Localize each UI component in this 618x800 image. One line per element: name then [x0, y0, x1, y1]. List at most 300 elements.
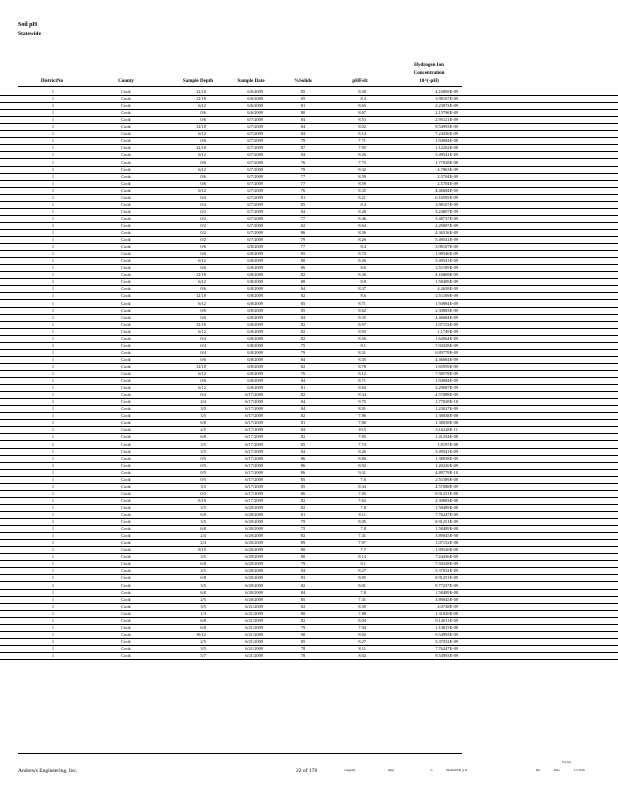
- cell-depth: 0/6: [200, 180, 206, 186]
- cell-county: Cook: [121, 145, 131, 151]
- cell-district: 1: [51, 378, 55, 384]
- cell-date: 6/8/2009: [247, 378, 263, 384]
- cell-depth: 0/6: [200, 314, 206, 320]
- cell-district: 1: [51, 385, 55, 391]
- cell-date: 6/21/2009: [245, 617, 263, 623]
- cell-date: 6/7/2009: [247, 159, 263, 165]
- cell-county: Cook: [121, 385, 131, 391]
- cell-hydrogen: 1.77828E-08: [435, 159, 458, 165]
- cell-county: Cook: [121, 371, 131, 376]
- cell-county: Cook: [121, 279, 131, 285]
- cell-date: 6/7/2009: [247, 201, 263, 207]
- cell-solids: 80: [300, 554, 306, 560]
- cell-district: 1: [51, 89, 55, 94]
- cell-depth: 12/18: [195, 96, 206, 102]
- cell-ph: 7.8: [360, 526, 366, 532]
- cell-county: Cook: [121, 293, 131, 299]
- footer-company: Andrews Engineering, Inc.: [18, 768, 78, 774]
- cell-district: 1: [51, 617, 55, 623]
- cell-county: Cook: [121, 589, 131, 595]
- cell-depth: 2/4: [200, 399, 206, 405]
- cell-ph: 7.85: [358, 434, 366, 440]
- cell-solids: 77: [300, 180, 306, 186]
- cell-district: 1: [51, 96, 55, 102]
- cell-date: 6/8/2009: [247, 300, 263, 306]
- cell-date: 6/20/2009: [245, 526, 263, 532]
- cell-ph: 7.95: [358, 145, 366, 151]
- cell-date: 6/7/2009: [247, 222, 263, 228]
- cell-ph: 8.34: [358, 483, 366, 489]
- cell-county: Cook: [121, 131, 131, 137]
- col-hydrogen-3: 10^(-pH): [419, 79, 439, 84]
- cell-county: Cook: [121, 526, 131, 532]
- cell-county: Cook: [121, 201, 131, 207]
- cell-solids: 85: [300, 300, 306, 306]
- cell-date: 6/20/2009: [245, 568, 263, 574]
- cell-solids: 82: [300, 413, 306, 419]
- cell-solids: 80: [300, 610, 306, 616]
- cell-date: 6/20/2009: [245, 561, 263, 567]
- cell-district: 1: [51, 519, 55, 525]
- cell-district: 1: [51, 476, 55, 482]
- cell-county: Cook: [121, 547, 131, 553]
- cell-depth: 0/6: [200, 244, 206, 250]
- cell-ph: 8.72: [358, 251, 366, 257]
- cell-date: 6/6/2009: [247, 103, 263, 109]
- cell-hydrogen: 4.7863E-09: [437, 166, 458, 172]
- cell-county: Cook: [121, 378, 131, 384]
- cell-depth: 0/4: [200, 349, 206, 355]
- cell-district: 1: [51, 399, 55, 405]
- cell-hydrogen: 2.29087E-09: [435, 385, 458, 391]
- cell-hydrogen: 1.99526E-08: [435, 547, 458, 553]
- cell-depth: 3/5: [200, 554, 206, 560]
- cell-depth: 0/5: [200, 469, 206, 475]
- cell-solids: 79: [300, 519, 306, 525]
- cell-county: Cook: [121, 251, 131, 257]
- col-depth: Sample Depth: [182, 79, 214, 84]
- cell-county: Cook: [121, 610, 131, 616]
- cell-county: Cook: [121, 483, 131, 489]
- cell-district: 1: [51, 314, 55, 320]
- cell-ph: 8.59: [358, 173, 366, 179]
- cell-depth: 2/4: [200, 533, 206, 539]
- cell-solids: 84: [300, 124, 306, 130]
- cell-solids: 82: [300, 321, 306, 327]
- cell-hydrogen: 4.46684E-09: [435, 187, 458, 193]
- cell-district: 1: [51, 173, 55, 179]
- cell-hydrogen: 4.2658E-09: [437, 286, 458, 292]
- cell-solids: 75: [300, 526, 306, 532]
- cell-date: 6/21/2009: [245, 638, 263, 644]
- cell-depth: 6/8: [200, 617, 206, 623]
- cell-district: 1: [51, 356, 55, 362]
- header-rule: [18, 86, 462, 87]
- cell-solids: 80: [300, 110, 306, 116]
- cell-solids: 85: [300, 251, 306, 257]
- cell-district: 1: [51, 497, 55, 503]
- cell-depth: 0/6: [200, 117, 206, 123]
- cell-hydrogen: 5.49541E-09: [435, 237, 458, 243]
- cell-hydrogen: 5.49541E-09: [435, 448, 458, 454]
- cell-depth: 6/12: [198, 103, 206, 109]
- cell-solids: 75: [300, 342, 306, 348]
- cell-date: 6/20/2009: [245, 575, 263, 581]
- cell-depth: 10/12: [195, 631, 206, 637]
- cell-hydrogen: 1.94984E-09: [435, 378, 458, 384]
- cell-district: 1: [51, 540, 55, 546]
- cell-depth: 2/5: [200, 427, 206, 433]
- cell-hydrogen: 3.46737E-09: [435, 215, 458, 221]
- cell-solids: 85: [300, 596, 306, 602]
- cell-date: 6/17/2009: [245, 427, 263, 433]
- cell-solids: 81: [300, 512, 306, 517]
- cell-district: 1: [51, 448, 55, 454]
- cell-date: 6/8/2009: [247, 349, 263, 355]
- cell-hydrogen: 1.38038E-09: [435, 455, 458, 461]
- cell-date: 6/17/2009: [245, 399, 263, 405]
- cell-ph: 8.05: [358, 519, 366, 525]
- cell-date: 6/7/2009: [247, 138, 263, 144]
- cell-ph: 8.36: [358, 230, 366, 235]
- cell-date: 6/20/2009: [245, 547, 263, 553]
- cell-solids: 84: [300, 314, 306, 320]
- cell-ph: 7.74: [358, 441, 366, 447]
- cell-county: Cook: [121, 406, 131, 412]
- cell-ph: 8.97: [358, 321, 366, 327]
- cell-solids: 86: [300, 265, 306, 271]
- cell-date: 6/20/2009: [245, 512, 263, 517]
- cell-hydrogen: 1.94984E-08: [435, 138, 458, 144]
- cell-ph: 8.35: [358, 356, 366, 362]
- cell-date: 6/7/2009: [247, 194, 263, 200]
- cell-county: Cook: [121, 258, 131, 264]
- cell-date: 6/17/2009: [245, 392, 263, 398]
- cell-district: 1: [51, 265, 55, 271]
- cell-hydrogen: 4.89779E-10: [435, 469, 458, 475]
- cell-hydrogen: 2.5704E-09: [437, 180, 458, 186]
- cell-solids: 76: [300, 371, 306, 376]
- cell-date: 6/17/2009: [245, 455, 263, 461]
- cell-date: 6/6/2009: [247, 110, 263, 116]
- cell-solids: 77: [300, 244, 306, 250]
- cell-ph: 8.38: [358, 89, 366, 94]
- cell-county: Cook: [121, 187, 131, 193]
- cell-depth: 12/18: [195, 321, 206, 327]
- cell-hydrogen: 1.58489E-09: [435, 279, 458, 285]
- cell-county: Cook: [121, 314, 131, 320]
- cell-depth: 0/2: [200, 237, 206, 243]
- cell-solids: 84: [300, 568, 306, 574]
- cell-district: 1: [51, 180, 55, 186]
- footer-note-3: to: [430, 768, 433, 772]
- cell-ph: 8.11: [358, 645, 366, 651]
- footer-note-4: fhtxlrt003\l0_p.bt: [446, 768, 468, 772]
- cell-hydrogen: 7.24436E-09: [435, 131, 458, 137]
- cell-depth: 0/6: [200, 138, 206, 144]
- cell-ph: 8.11: [358, 512, 366, 517]
- cell-county: Cook: [121, 237, 131, 243]
- cell-district: 1: [51, 117, 55, 123]
- cell-district: 1: [51, 624, 55, 630]
- cell-date: 6/21/2009: [245, 653, 263, 658]
- cell-solids: 84: [300, 399, 306, 405]
- cell-depth: 6/8: [200, 420, 206, 426]
- cell-date: 6/21/2009: [245, 610, 263, 616]
- cell-depth: 6/8: [200, 575, 206, 581]
- col-hydrogen-1: Hydrogen Ion: [414, 63, 444, 68]
- cell-date: 6/8/2009: [247, 307, 263, 313]
- cell-depth: 0/5: [200, 455, 206, 461]
- table-row: [0, 652, 618, 660]
- cell-hydrogen: 1.07152E-08: [435, 540, 458, 546]
- cell-county: Cook: [121, 392, 131, 398]
- cell-county: Cook: [121, 596, 131, 602]
- cell-date: 6/8/2009: [247, 265, 263, 271]
- cell-hydrogen: 1.64564E-09: [435, 335, 458, 341]
- cell-county: Cook: [121, 96, 131, 102]
- cell-district: 1: [51, 237, 55, 243]
- cell-hydrogen: 3.89045E-08: [435, 533, 458, 539]
- cell-hydrogen: 4.46684E-09: [435, 356, 458, 362]
- cell-depth: 0/6: [200, 378, 206, 384]
- cell-ph: 8.35: [358, 187, 366, 193]
- cell-depth: 0/2: [200, 230, 206, 235]
- cell-depth: 3/5: [200, 406, 206, 412]
- footer-note-1: a legends: [344, 768, 356, 772]
- cell-solids: 83: [300, 575, 306, 581]
- cell-depth: 3/5: [200, 519, 206, 525]
- cell-solids: 82: [300, 272, 306, 278]
- col-hydrogen-2: Concentration: [413, 71, 445, 76]
- cell-solids: 85: [300, 638, 306, 644]
- cell-district: 1: [51, 455, 55, 461]
- cell-date: 6/17/2009: [245, 441, 263, 447]
- cell-ph: 8.28: [358, 208, 366, 214]
- cell-county: Cook: [121, 399, 131, 405]
- cell-solids: 85: [300, 89, 306, 94]
- cell-date: 6/8/2009: [247, 279, 263, 285]
- cell-county: Cook: [121, 230, 131, 235]
- cell-county: Cook: [121, 519, 131, 525]
- cell-district: 1: [51, 166, 55, 172]
- cell-hydrogen: 7.76247E-09: [435, 645, 458, 651]
- cell-county: Cook: [121, 448, 131, 454]
- cell-depth: 6/8: [200, 526, 206, 532]
- cell-solids: 82: [300, 582, 306, 588]
- cell-depth: 3/5: [200, 413, 206, 419]
- cell-hydrogen: 1.31826E-08: [435, 610, 458, 616]
- table-bottom-rule: [18, 753, 462, 754]
- cell-date: 6/21/2009: [245, 645, 263, 651]
- cell-district: 1: [51, 321, 55, 327]
- cell-district: 1: [51, 490, 55, 496]
- cell-solids: 84: [300, 152, 306, 158]
- cell-ph: 8.14: [358, 554, 366, 560]
- cell-county: Cook: [121, 568, 131, 574]
- cell-hydrogen: 3.98107E-09: [435, 201, 458, 207]
- cell-depth: 0/6: [200, 356, 206, 362]
- cell-depth: 0/6: [200, 159, 206, 165]
- cell-hydrogen: 4.16869E-09: [435, 272, 458, 278]
- cell-solids: 85: [300, 441, 306, 447]
- cell-date: 6/7/2009: [247, 166, 263, 172]
- cell-county: Cook: [121, 215, 131, 221]
- cell-hydrogen: 4.36516E-09: [435, 230, 458, 235]
- cell-hydrogen: 5.37032E-09: [435, 568, 458, 574]
- cell-depth: 0/5: [200, 476, 206, 482]
- cell-date: 6/8/2009: [247, 342, 263, 348]
- cell-depth: 0/6: [200, 307, 206, 313]
- cell-ph: 7.8: [360, 589, 366, 595]
- cell-county: Cook: [121, 194, 131, 200]
- cell-county: Cook: [121, 561, 131, 567]
- cell-date: 6/21/2009: [245, 603, 263, 609]
- cell-county: Cook: [121, 244, 131, 250]
- cell-hydrogen: 6.89779E-09: [435, 349, 458, 355]
- cell-county: Cook: [121, 624, 131, 630]
- cell-solids: 79: [300, 237, 306, 243]
- cell-ph: 10.5: [358, 427, 366, 433]
- cell-hydrogen: 2.39883E-09: [435, 307, 458, 313]
- cell-county: Cook: [121, 554, 131, 560]
- cell-solids: 82: [300, 335, 306, 341]
- cell-date: 6/17/2009: [245, 497, 263, 503]
- cell-hydrogen: 1.23027E-09: [435, 406, 458, 412]
- cell-depth: 6/12: [198, 385, 206, 391]
- cell-county: Cook: [121, 441, 131, 447]
- cell-district: 1: [51, 441, 55, 447]
- cell-solids: 84: [300, 131, 306, 137]
- cell-date: 6/8/2009: [247, 293, 263, 299]
- cell-district: 1: [51, 371, 55, 376]
- cell-hydrogen: 1.58489E-08: [435, 589, 458, 595]
- cell-ph: 8.32: [358, 166, 366, 172]
- cell-depth: 0/4: [200, 194, 206, 200]
- cell-date: 6/17/2009: [245, 434, 263, 440]
- cell-date: 6/17/2009: [245, 483, 263, 489]
- cell-hydrogen: 5.24807E-09: [435, 208, 458, 214]
- cell-ph: 8.04: [358, 617, 366, 623]
- cell-solids: 84: [300, 427, 306, 433]
- cell-county: Cook: [121, 124, 131, 130]
- cell-depth: 6/12: [198, 300, 206, 306]
- cell-district: 1: [51, 230, 55, 235]
- cell-depth: 3/5: [200, 582, 206, 588]
- cell-solids: 86: [300, 455, 306, 461]
- cell-date: 6/7/2009: [247, 152, 263, 158]
- cell-date: 6/8/2009: [247, 314, 263, 320]
- cell-date: 6/17/2009: [245, 420, 263, 426]
- cell-depth: 3/5: [200, 645, 206, 651]
- cell-depth: 6/8: [200, 512, 206, 517]
- footer-corner: f3 p kw: [562, 760, 572, 764]
- cell-district: 1: [51, 512, 55, 517]
- cell-date: 6/20/2009: [245, 596, 263, 602]
- cell-depth: 6/12: [198, 187, 206, 193]
- cell-solids: 88: [300, 279, 306, 285]
- cell-ph: 8.78: [358, 363, 366, 369]
- cell-solids: 84: [300, 286, 306, 292]
- cell-date: 6/7/2009: [247, 117, 263, 123]
- cell-district: 1: [51, 279, 55, 285]
- cell-ph: 8.92: [358, 462, 366, 468]
- cell-hydrogen: 7.76247E-09: [435, 512, 458, 517]
- cell-depth: 8/10: [198, 497, 206, 503]
- cell-hydrogen: 7.94328E-09: [435, 561, 458, 567]
- cell-date: 6/17/2009: [245, 406, 263, 412]
- cell-depth: 3/5: [200, 568, 206, 574]
- cell-ph: 8.86: [358, 455, 366, 461]
- cell-county: Cook: [121, 166, 131, 172]
- cell-hydrogen: 3.98107E-09: [435, 244, 458, 250]
- cell-ph: 8.39: [358, 603, 366, 609]
- cell-solids: 76: [300, 187, 306, 193]
- col-date: Sample Date: [237, 79, 265, 84]
- cell-solids: 82: [300, 328, 306, 334]
- cell-depth: 12/18: [195, 89, 206, 94]
- cell-district: 1: [51, 138, 55, 144]
- cell-depth: 6/8: [200, 624, 206, 630]
- cell-date: 6/6/2009: [247, 89, 263, 94]
- cell-ph: 8.4: [360, 244, 366, 250]
- cell-solids: 81: [300, 420, 306, 426]
- cell-district: 1: [51, 152, 55, 158]
- cell-date: 6/8/2009: [247, 385, 263, 391]
- cell-county: Cook: [121, 638, 131, 644]
- cell-hydrogen: 4.0738E-09: [437, 603, 458, 609]
- cell-date: 6/20/2009: [245, 504, 263, 510]
- cell-solids: 77: [300, 215, 306, 221]
- cell-solids: 87: [300, 145, 306, 151]
- cell-solids: 82: [300, 617, 306, 623]
- cell-hydrogen: 1.77828E-10: [435, 399, 458, 405]
- cell-date: 6/8/2009: [247, 286, 263, 292]
- cell-ph: 8.05: [358, 575, 366, 581]
- cell-solids: 78: [300, 653, 306, 658]
- cell-county: Cook: [121, 89, 131, 94]
- cell-depth: 8/10: [198, 547, 206, 553]
- cell-county: Cook: [121, 335, 131, 341]
- cell-county: Cook: [121, 420, 131, 426]
- cell-district: 1: [51, 462, 55, 468]
- cell-district: 1: [51, 300, 55, 306]
- cell-depth: 5/7: [200, 653, 206, 658]
- cell-ph: 8.8: [360, 279, 366, 285]
- cell-county: Cook: [121, 617, 131, 623]
- cell-depth: 6/12: [198, 131, 206, 137]
- cell-solids: 82: [300, 533, 306, 539]
- cell-solids: 82: [300, 222, 306, 228]
- cell-hydrogen: 2.95121E-09: [435, 117, 458, 123]
- cell-ph: 8.26: [358, 152, 366, 158]
- cell-ph: 9.31: [358, 469, 366, 475]
- cell-ph: 8.71: [358, 378, 366, 384]
- cell-district: 1: [51, 187, 55, 193]
- cell-ph: 8.71: [358, 300, 366, 306]
- cell-depth: 0/6: [200, 110, 206, 116]
- cell-ph: 8.67: [358, 110, 366, 116]
- cell-depth: 12/18: [195, 145, 206, 151]
- cell-district: 1: [51, 575, 55, 581]
- cell-date: 6/8/2009: [247, 258, 263, 264]
- cell-county: Cook: [121, 490, 131, 496]
- cell-ph: 8.6: [360, 293, 366, 299]
- cell-hydrogen: 1.20226E-09: [435, 462, 458, 468]
- cell-district: 1: [51, 603, 55, 609]
- cell-hydrogen: 8.91251E-08: [435, 490, 458, 496]
- cell-county: Cook: [121, 434, 131, 440]
